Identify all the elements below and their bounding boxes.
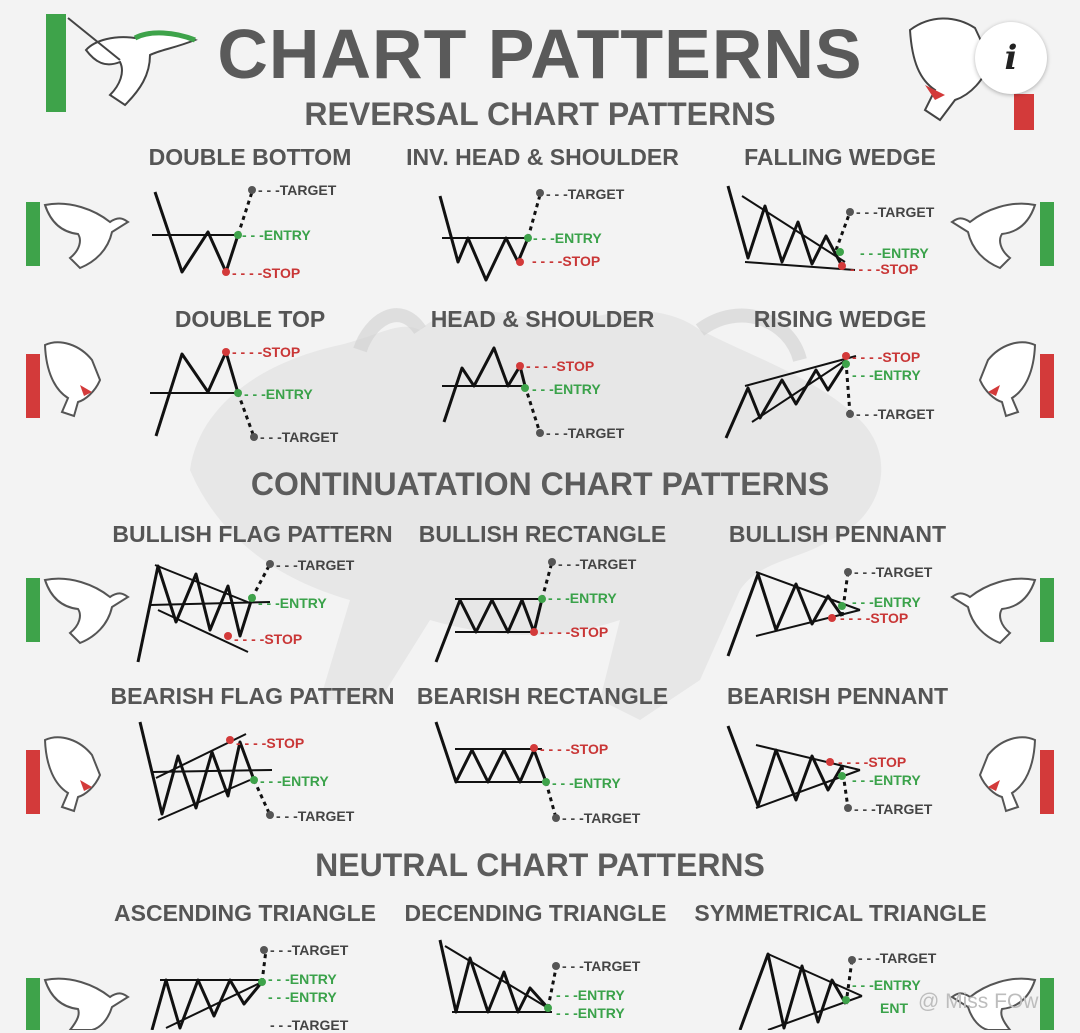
- label-entry: - - -ENTRY: [258, 595, 327, 611]
- bullish-flag-diagram: [138, 564, 270, 662]
- label-target: - - -TARGET: [270, 942, 349, 958]
- label-stop: - - - -STOP: [234, 631, 303, 647]
- pattern-name-bearish-rectangle: BEARISH RECTANGLE: [416, 683, 669, 709]
- label-stop: - - - -STOP: [840, 610, 909, 626]
- label-entry: - - -ENTRY: [852, 594, 921, 610]
- pattern-name-bullish-pennant: BULLISH PENNANT: [728, 521, 947, 547]
- label-stop: - - - -STOP: [236, 735, 305, 751]
- bearish-rectangle-diagram: [436, 722, 556, 818]
- label-target: - - -TARGET: [276, 808, 355, 824]
- label-entry: - - -ENTRY: [552, 775, 621, 791]
- label-entry: - - -ENTRY: [852, 977, 921, 993]
- bull-head-icon: [26, 578, 128, 643]
- bull-head-icon: [952, 202, 1054, 268]
- label-entry: - - -ENTRY: [242, 227, 311, 243]
- pattern-name-bearish-pennant: BEARISH PENNANT: [726, 683, 949, 709]
- pattern-name-double-top: DOUBLE TOP: [174, 306, 326, 332]
- label-target: - - -TARGET: [270, 1017, 349, 1033]
- pattern-name-symmetrical-triangle: SYMMETRICAL TRIANGLE: [694, 900, 987, 926]
- watermark-text: @ Miss FOw: [918, 990, 1039, 1013]
- label-stop: - - - -STOP: [532, 253, 601, 269]
- pattern-name-falling-wedge: FALLING WEDGE: [744, 144, 936, 170]
- label-target: - - -TARGET: [260, 429, 339, 445]
- page-title: CHART PATTERNS: [217, 15, 863, 93]
- label-target: - - -TARGET: [558, 556, 637, 572]
- label-entry: - - -ENTRY: [532, 381, 601, 397]
- label-target: - - -TARGET: [562, 810, 641, 826]
- pattern-name-bearish-flag: BEARISH FLAG PATTERN: [110, 683, 395, 709]
- rising-wedge-diagram: [726, 356, 856, 438]
- label-stop: - - - -STOP: [850, 261, 919, 277]
- section-neutral: NEUTRAL CHART PATTERNS: [315, 847, 765, 883]
- label-entry: - - -ENTRY: [852, 367, 921, 383]
- label-target: - - -TARGET: [546, 425, 625, 441]
- ascending-triangle-diagram: [152, 950, 266, 1030]
- label-target: - - -TARGET: [546, 186, 625, 202]
- bear-head-icon: [980, 737, 1054, 814]
- label-stop: - - - -STOP: [540, 624, 609, 640]
- label-target: - - -TARGET: [854, 801, 933, 817]
- bullish-rectangle-diagram: [436, 562, 552, 662]
- label-target: - - -TARGET: [276, 557, 355, 573]
- bear-head-icon: [26, 737, 100, 814]
- label-target: - - -TARGET: [258, 182, 337, 198]
- label-entry: - - -ENTRY: [260, 773, 329, 789]
- label-entry: - - -ENTRY: [556, 987, 625, 1003]
- label-stop: - - - -STOP: [232, 265, 301, 281]
- falling-wedge-diagram: [728, 186, 855, 270]
- label-target: - - -TARGET: [858, 950, 937, 966]
- pattern-name-ascending-triangle: ASCENDING TRIANGLE: [114, 900, 376, 926]
- label-stop: - - - -STOP: [526, 358, 595, 374]
- label-target: - - -TARGET: [854, 564, 933, 580]
- pattern-name-rising-wedge: RISING WEDGE: [753, 306, 927, 332]
- label-target: - - -TARGET: [562, 958, 641, 974]
- label-stop: - - - -STOP: [540, 741, 609, 757]
- pattern-name-double-bottom: DOUBLE BOTTOM: [148, 144, 352, 170]
- label-entry: - - -ENTRY: [268, 989, 337, 1005]
- label-stop: - - - -STOP: [232, 344, 301, 360]
- section-reversal: REVERSAL CHART PATTERNS: [304, 96, 776, 132]
- pattern-name-bullish-rectangle: BULLISH RECTANGLE: [418, 521, 667, 547]
- label-target: - - -TARGET: [856, 406, 935, 422]
- pattern-name-bullish-flag: BULLISH FLAG PATTERN: [112, 521, 393, 547]
- bull-head-icon: [952, 578, 1054, 643]
- label-entry: - - -ENTRY: [852, 772, 921, 788]
- decending-triangle-diagram: [440, 940, 556, 1012]
- section-continuation: CONTINUATATION CHART PATTERNS: [250, 466, 830, 502]
- label-entry: - - -ENTRY: [860, 245, 929, 261]
- label-entry: - - -ENTRY: [268, 971, 337, 987]
- label-entry: - - -ENTRY: [548, 590, 617, 606]
- pattern-name-inv-head-shoulder: INV. HEAD & SHOULDER: [406, 144, 679, 170]
- label-stop: - - - -STOP: [838, 754, 907, 770]
- bear-head-icon: [26, 342, 100, 418]
- label-entry: - - -ENTRY: [244, 386, 313, 402]
- label-entry: - - -ENTRY: [556, 1005, 625, 1021]
- bear-head-icon: [980, 342, 1054, 418]
- label-target: - - -TARGET: [856, 204, 935, 220]
- label-entry: - - -ENTRY: [533, 230, 602, 246]
- label-stop: - - - -STOP: [852, 349, 921, 365]
- label-entry-truncated: ENT: [880, 1000, 908, 1016]
- pattern-name-head-shoulder: HEAD & SHOULDER: [430, 306, 655, 332]
- symmetrical-triangle-diagram: [740, 954, 862, 1030]
- pattern-name-decending-triangle: DECENDING TRIANGLE: [404, 900, 667, 926]
- bull-head-icon: [26, 978, 128, 1030]
- info-button[interactable]: i: [975, 22, 1047, 94]
- bull-head-icon: [26, 202, 128, 268]
